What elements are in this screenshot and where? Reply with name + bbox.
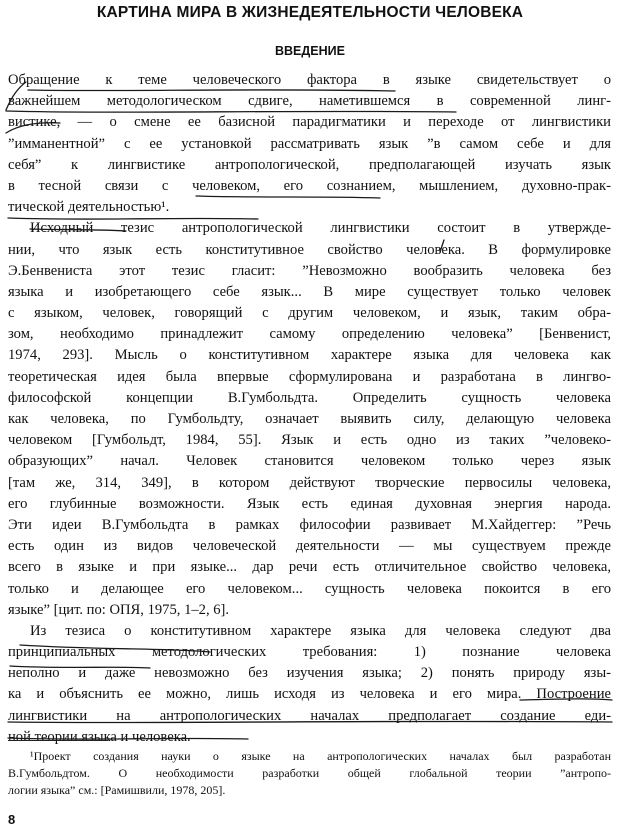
text-line: его глубинные возможности. Язык есть единая духовная энергия народа. — [8, 495, 611, 512]
text-line: зом, необходимо принадлежит самому определению человека” [Бенвенист, — [8, 326, 611, 343]
text-line: ной теории языка и человека. — [8, 728, 191, 745]
text-line: важнейшем методологическом сдвиге, наметившемся в современной линг- — [8, 93, 611, 110]
text-line: 1974, 293]. Мысль о конститутивном характере языка для человека как — [8, 347, 611, 364]
chapter-title: КАРТИНА МИРА В ЖИЗНЕДЕЯТЕЛЬНОСТИ ЧЕЛОВЕКА — [96, 4, 524, 21]
text-line: как человека, по Гумбольдту, означает выявить силу, делающую человека — [8, 411, 611, 427]
text-line: образующих” начал. Человек становится человеком только через язык — [8, 453, 611, 470]
text-line: [там же, 314, 349], в котором действуют творческие первосилы человека, — [8, 474, 611, 491]
footnote-line: логии языка” см.: [Рамишвили, 1978, 205]. — [8, 783, 226, 797]
text-line: принципиальных методологических требования: 1) познание человека — [8, 644, 611, 661]
text-line: всего в языке и при языке... дар речи есть отличительное свойство человека, — [8, 559, 611, 576]
text-line: с языком, человек, говорящий с другим человеком, и язык, таким обра- — [8, 305, 611, 322]
text-line: Исходный тезис антропологической лингвистики состоит в утвержде- — [30, 220, 611, 237]
text-line: ”имманентной” с ее установкой рассматривать язык ”в самом себе и для — [8, 135, 611, 152]
text-line: тической деятельностью¹. — [8, 199, 170, 216]
footnote-line: В.Гумбольдтом. О необходимости разработки общей глобальной теории ”антропо- — [8, 766, 611, 780]
text-line: лингвистики на антропологических началах предполагает создание еди- — [8, 707, 611, 724]
page-number: 8 — [8, 812, 16, 827]
text-line: языка и изобретающего себе язык... В мире существует только человек — [8, 283, 611, 300]
text-line: Э.Бенвениста этот тезис гласит: ”Невозможно вообразить человека без — [8, 262, 611, 279]
footnote — [8, 748, 611, 799]
section-heading: ВВЕДЕНИЕ — [275, 44, 345, 58]
text-line: Эти идеи В.Гумбольдта в рамках философии развивает М.Хайдеггер: ”Речь — [8, 516, 611, 533]
text-line: в тесной связи с человеком, его сознанием, мышлением, духовно-прак- — [8, 177, 611, 194]
text-line: нии, что язык есть конститутивное свойство человека. В формулировке — [8, 241, 611, 258]
text-line: человеком [Гумбольдт, 1984, 55]. Язык и есть одно из таких ”человеко- — [8, 432, 611, 449]
footnote-divider — [8, 740, 108, 741]
text-line: Обращение к теме человеческого фактора в языке свидетельствует о — [8, 72, 611, 88]
text-line: ка и объяснить ее можно, лишь исходя из человека и его мира. Построение — [8, 686, 611, 703]
text-line: себя” к лингвистике антропологической, предполагающей изучать язык — [8, 156, 611, 173]
text-line: только и делающее его человеком... сущность человека покоится в его — [8, 580, 611, 597]
text-line: языке” [цит. по: ОПЯ, 1975, 1–2, 6]. — [8, 601, 230, 618]
text-line: есть один из видов человеческой деятельности — мы существуем прежде — [8, 538, 611, 555]
main-text — [8, 70, 611, 748]
text-line: неполно и даже невозможно без изучения языка; 2) понять природу язы- — [8, 665, 611, 682]
footnote-line: ¹Проект создания науки о языке на антропологических началах был разработан — [30, 749, 611, 763]
text-line: философской концепции В.Гумбольдта. Определить сущность человека — [8, 389, 611, 406]
text-line: теоретическая идея была впервые сформулирована и разработана в лингво- — [8, 368, 611, 385]
text-line: вистике, — о смене ее базисной парадигматики и переходе от лингвистики — [8, 114, 611, 131]
text-line: Из тезиса о конститутивном характере языка для человека следуют два — [30, 622, 611, 639]
